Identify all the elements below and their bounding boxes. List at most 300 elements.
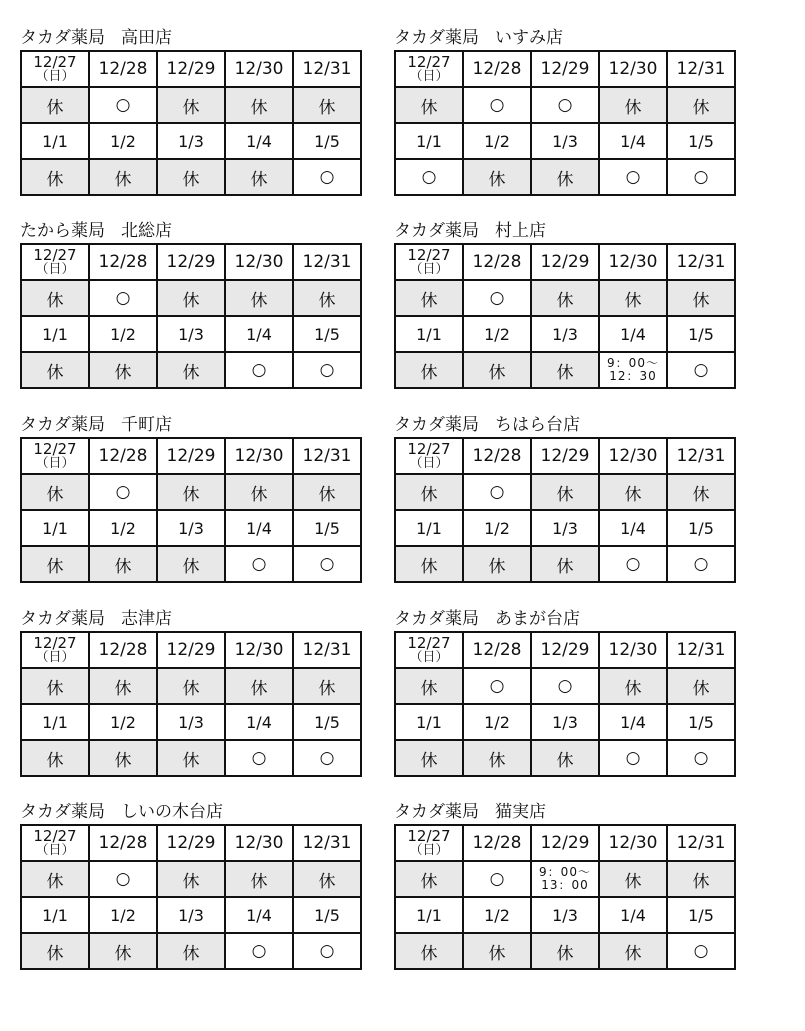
status-cell: 休 <box>21 933 89 969</box>
day-of-week: （日） <box>35 456 75 471</box>
store-schedule <box>20 26 362 196</box>
date-cell: 12/30 <box>599 244 667 280</box>
store-branch-name: 志津店 <box>121 609 172 629</box>
schedule-table <box>394 631 736 777</box>
date-cell: 12/31 <box>293 244 361 280</box>
store-chain-name: タカダ薬局 <box>394 415 479 435</box>
date-cell: 12/28 <box>463 825 531 861</box>
dec-status-row <box>395 87 735 123</box>
date-cell: 1/4 <box>599 123 667 159</box>
status-cell: 休 <box>89 740 157 776</box>
status-cell: ○ <box>531 87 599 123</box>
status-cell: 休 <box>293 861 361 897</box>
status-cell: 休 <box>157 159 225 195</box>
date-cell: 1/3 <box>157 123 225 159</box>
date-cell: 12/28 <box>89 244 157 280</box>
date-cell: 1/2 <box>463 123 531 159</box>
dec-status-row <box>21 87 361 123</box>
status-cell: 休 <box>157 861 225 897</box>
store-schedule <box>394 800 736 970</box>
date-cell: 1/1 <box>21 897 89 933</box>
date-cell: 1/2 <box>463 704 531 740</box>
store-title <box>20 413 362 437</box>
status-cell: 休 <box>531 352 599 388</box>
status-cell: 休 <box>395 861 463 897</box>
date-cell: 1/4 <box>225 316 293 352</box>
dec-date-row <box>21 244 361 280</box>
jan-status-row <box>395 546 735 582</box>
status-cell: 休 <box>21 474 89 510</box>
date-cell: 12/29 <box>157 51 225 87</box>
dec-status-row <box>395 861 735 897</box>
date-cell: 1/1 <box>21 316 89 352</box>
date-cell: 1/2 <box>89 897 157 933</box>
date-cell: 12/30 <box>225 632 293 668</box>
status-cell: ○ <box>89 87 157 123</box>
store-branch-name: 北総店 <box>121 221 172 241</box>
store-chain-name: タカダ薬局 <box>20 802 105 822</box>
day-of-week: （日） <box>35 262 75 277</box>
day-of-week: （日） <box>35 843 75 858</box>
day-of-week: （日） <box>35 650 75 665</box>
date-cell: 1/3 <box>157 316 225 352</box>
store-chain-name: タカダ薬局 <box>20 609 105 629</box>
date-cell: 1/5 <box>667 316 735 352</box>
status-cell: ○ <box>463 87 531 123</box>
store-branch-name: しいの木台店 <box>121 802 223 822</box>
status-cell: ○ <box>463 861 531 897</box>
date-cell: 12/31 <box>667 632 735 668</box>
date-cell: 1/5 <box>667 123 735 159</box>
store-schedule <box>394 26 736 196</box>
status-cell: 休 <box>225 474 293 510</box>
jan-date-row <box>21 510 361 546</box>
status-cell: 休 <box>667 87 735 123</box>
status-cell: 休 <box>531 159 599 195</box>
date-cell: 12/31 <box>667 825 735 861</box>
status-cell: 休 <box>531 933 599 969</box>
store-title <box>20 607 362 631</box>
day-of-week: （日） <box>409 843 449 858</box>
dec-date-row <box>395 244 735 280</box>
jan-date-row <box>395 316 735 352</box>
status-cell: ○ <box>599 159 667 195</box>
date-cell: 1/4 <box>599 316 667 352</box>
status-cell: 休 <box>531 546 599 582</box>
schedule-table <box>394 243 736 389</box>
date-cell: 12/31 <box>667 244 735 280</box>
status-cell: 休 <box>293 668 361 704</box>
status-cell: ○ <box>225 546 293 582</box>
status-cell: 休 <box>225 668 293 704</box>
status-cell: 休 <box>21 352 89 388</box>
status-cell: ○ <box>395 159 463 195</box>
status-cell: 9：00～ 13：00 <box>531 861 599 897</box>
date-cell: 12/31 <box>293 438 361 474</box>
store-branch-name: 猫実店 <box>495 802 546 822</box>
date-cell: 12/29 <box>157 244 225 280</box>
date-cell: 1/2 <box>463 510 531 546</box>
date-cell: 1/1 <box>21 123 89 159</box>
date-cell: 1/1 <box>21 704 89 740</box>
store-branch-name: 千町店 <box>121 415 172 435</box>
date-cell: 12/29 <box>157 632 225 668</box>
status-cell: 休 <box>395 87 463 123</box>
status-cell: 休 <box>531 474 599 510</box>
status-cell: 休 <box>395 668 463 704</box>
status-cell: ○ <box>293 740 361 776</box>
date-cell: 1/4 <box>599 510 667 546</box>
status-cell: ○ <box>89 861 157 897</box>
day-of-week: （日） <box>409 456 449 471</box>
dec-date-row <box>395 825 735 861</box>
status-cell: ○ <box>293 933 361 969</box>
dec-status-row <box>21 280 361 316</box>
status-cell: 休 <box>21 861 89 897</box>
status-cell: 休 <box>599 474 667 510</box>
status-cell: 休 <box>599 280 667 316</box>
jan-status-row <box>395 740 735 776</box>
store-schedule <box>394 607 736 777</box>
day-of-week: （日） <box>409 262 449 277</box>
date-cell: 12/31 <box>667 438 735 474</box>
store-chain-name: タカダ薬局 <box>394 802 479 822</box>
jan-status-row <box>21 933 361 969</box>
date-cell: 1/3 <box>157 897 225 933</box>
schedule-table <box>20 824 362 970</box>
status-cell: 休 <box>599 933 667 969</box>
date-cell: 1/5 <box>293 510 361 546</box>
status-cell: 休 <box>157 280 225 316</box>
date-cell: 12/27 （日） <box>21 51 89 87</box>
status-cell: 休 <box>225 861 293 897</box>
date-cell: 12/28 <box>463 438 531 474</box>
store-schedule <box>394 219 736 389</box>
status-cell: ○ <box>225 933 293 969</box>
date-cell: 12/27 （日） <box>21 438 89 474</box>
date-cell: 1/1 <box>395 510 463 546</box>
dec-status-row <box>395 668 735 704</box>
status-cell: 休 <box>21 668 89 704</box>
status-cell: ○ <box>667 352 735 388</box>
status-cell: 休 <box>157 740 225 776</box>
dec-status-row <box>395 474 735 510</box>
store-title <box>394 413 736 437</box>
date-cell: 1/4 <box>225 510 293 546</box>
date-cell: 12/28 <box>89 438 157 474</box>
date-cell: 1/3 <box>531 123 599 159</box>
status-cell: 休 <box>463 352 531 388</box>
jan-status-row <box>395 159 735 195</box>
date-cell: 12/29 <box>157 438 225 474</box>
schedule-table <box>20 631 362 777</box>
date-cell: 1/3 <box>157 704 225 740</box>
status-cell: 休 <box>157 352 225 388</box>
status-cell: ○ <box>667 740 735 776</box>
store-chain-name: タカダ薬局 <box>20 415 105 435</box>
status-cell: 休 <box>667 668 735 704</box>
date-cell: 1/1 <box>395 316 463 352</box>
status-cell: 休 <box>21 740 89 776</box>
status-cell: ○ <box>293 352 361 388</box>
date-cell: 1/2 <box>89 123 157 159</box>
store-schedule <box>20 607 362 777</box>
status-cell: 休 <box>157 933 225 969</box>
dec-date-row <box>21 825 361 861</box>
jan-date-row <box>395 123 735 159</box>
date-cell: 12/31 <box>293 51 361 87</box>
status-cell: ○ <box>667 159 735 195</box>
status-cell: 休 <box>395 474 463 510</box>
store-chain-name: タカダ薬局 <box>394 221 479 241</box>
date-cell: 1/4 <box>225 123 293 159</box>
store-schedule <box>20 413 362 583</box>
status-cell: 休 <box>157 546 225 582</box>
date-cell: 1/5 <box>293 897 361 933</box>
status-cell: 休 <box>21 280 89 316</box>
store-branch-name: いすみ店 <box>495 28 563 48</box>
date-cell: 12/30 <box>599 825 667 861</box>
date-cell: 1/3 <box>531 704 599 740</box>
status-cell: 休 <box>599 668 667 704</box>
date-cell: 12/30 <box>225 825 293 861</box>
status-cell: 休 <box>531 740 599 776</box>
store-chain-name: タカダ薬局 <box>20 28 105 48</box>
status-cell: 休 <box>21 546 89 582</box>
schedule-table <box>394 437 736 583</box>
date-cell: 12/29 <box>531 632 599 668</box>
status-cell: 休 <box>89 668 157 704</box>
date-cell: 1/5 <box>293 123 361 159</box>
dec-date-row <box>395 632 735 668</box>
store-branch-name: 村上店 <box>495 221 546 241</box>
date-cell: 1/4 <box>599 897 667 933</box>
store-title <box>394 26 736 50</box>
date-cell: 12/30 <box>225 438 293 474</box>
status-cell: 休 <box>21 87 89 123</box>
jan-status-row <box>21 546 361 582</box>
date-cell: 1/2 <box>89 510 157 546</box>
status-cell: 休 <box>395 933 463 969</box>
status-cell: 休 <box>21 159 89 195</box>
status-cell: ○ <box>463 474 531 510</box>
schedule-table <box>20 437 362 583</box>
date-cell: 1/5 <box>667 897 735 933</box>
dec-date-row <box>21 51 361 87</box>
date-cell: 1/3 <box>531 316 599 352</box>
status-cell: ○ <box>89 474 157 510</box>
date-cell: 12/28 <box>463 51 531 87</box>
date-cell: 12/31 <box>293 825 361 861</box>
status-cell: ○ <box>599 546 667 582</box>
dec-date-row <box>395 438 735 474</box>
date-cell: 12/30 <box>599 632 667 668</box>
date-cell: 12/30 <box>225 244 293 280</box>
status-cell: ○ <box>463 668 531 704</box>
date-cell: 12/29 <box>531 51 599 87</box>
status-cell: 休 <box>225 159 293 195</box>
jan-status-row <box>21 740 361 776</box>
status-cell: 休 <box>395 740 463 776</box>
date-cell: 1/5 <box>293 316 361 352</box>
status-cell: ○ <box>225 740 293 776</box>
date-cell: 1/4 <box>225 704 293 740</box>
store-schedule <box>20 219 362 389</box>
date-cell: 12/27 （日） <box>21 632 89 668</box>
date-cell: 1/2 <box>89 704 157 740</box>
date-cell: 12/29 <box>531 438 599 474</box>
status-cell: 休 <box>89 933 157 969</box>
status-cell: 休 <box>395 352 463 388</box>
date-cell: 1/3 <box>531 510 599 546</box>
date-cell: 12/30 <box>225 51 293 87</box>
date-cell: 1/1 <box>395 897 463 933</box>
store-schedule <box>394 413 736 583</box>
store-chain-name: タカダ薬局 <box>394 609 479 629</box>
status-cell: 休 <box>89 352 157 388</box>
status-cell: 休 <box>293 474 361 510</box>
date-cell: 12/28 <box>463 632 531 668</box>
date-cell: 12/27 （日） <box>21 244 89 280</box>
jan-date-row <box>21 704 361 740</box>
store-branch-name: ちはら台店 <box>495 415 580 435</box>
date-cell: 1/4 <box>599 704 667 740</box>
date-cell: 1/3 <box>157 510 225 546</box>
date-cell: 1/2 <box>89 316 157 352</box>
date-cell: 1/1 <box>395 123 463 159</box>
dec-status-row <box>21 861 361 897</box>
date-cell: 12/27 （日） <box>395 825 463 861</box>
jan-date-row <box>395 704 735 740</box>
store-title <box>20 26 362 50</box>
status-cell: 休 <box>225 87 293 123</box>
status-cell: 休 <box>463 740 531 776</box>
day-of-week: （日） <box>409 650 449 665</box>
date-cell: 12/27 （日） <box>395 438 463 474</box>
status-cell: ○ <box>599 740 667 776</box>
dec-date-row <box>21 438 361 474</box>
status-cell: 休 <box>667 280 735 316</box>
jan-status-row <box>21 352 361 388</box>
status-cell: 休 <box>531 280 599 316</box>
status-cell: 休 <box>463 933 531 969</box>
status-cell: 休 <box>157 87 225 123</box>
store-chain-name: タカダ薬局 <box>394 28 479 48</box>
status-cell: 休 <box>599 861 667 897</box>
status-cell: ○ <box>293 546 361 582</box>
status-cell: 休 <box>667 474 735 510</box>
jan-date-row <box>395 897 735 933</box>
date-cell: 12/30 <box>599 438 667 474</box>
store-title <box>20 800 362 824</box>
schedule-table <box>394 50 736 196</box>
date-cell: 12/31 <box>667 51 735 87</box>
dec-status-row <box>21 474 361 510</box>
status-cell: ○ <box>531 668 599 704</box>
store-title <box>20 219 362 243</box>
dec-status-row <box>21 668 361 704</box>
store-branch-name: あまが台店 <box>495 609 580 629</box>
status-cell: 休 <box>463 546 531 582</box>
status-cell: 休 <box>667 861 735 897</box>
status-cell: ○ <box>89 280 157 316</box>
schedule-table <box>394 824 736 970</box>
status-cell: 休 <box>157 474 225 510</box>
status-cell: 休 <box>225 280 293 316</box>
status-cell: ○ <box>225 352 293 388</box>
jan-status-row <box>21 159 361 195</box>
date-cell: 12/30 <box>599 51 667 87</box>
jan-status-row <box>395 933 735 969</box>
date-cell: 12/29 <box>157 825 225 861</box>
date-cell: 12/27 （日） <box>395 244 463 280</box>
day-of-week: （日） <box>35 69 75 84</box>
status-cell: 休 <box>395 280 463 316</box>
date-cell: 12/29 <box>531 825 599 861</box>
dec-status-row <box>395 280 735 316</box>
jan-date-row <box>395 510 735 546</box>
status-cell: 休 <box>395 546 463 582</box>
status-cell: ○ <box>667 546 735 582</box>
status-cell: 休 <box>157 668 225 704</box>
status-cell: ○ <box>293 159 361 195</box>
date-cell: 1/5 <box>667 510 735 546</box>
jan-date-row <box>21 316 361 352</box>
date-cell: 12/29 <box>531 244 599 280</box>
status-cell: 休 <box>293 280 361 316</box>
date-cell: 12/28 <box>89 51 157 87</box>
date-cell: 1/1 <box>21 510 89 546</box>
day-of-week: （日） <box>409 69 449 84</box>
dec-date-row <box>395 51 735 87</box>
status-cell: ○ <box>667 933 735 969</box>
date-cell: 12/31 <box>293 632 361 668</box>
store-title <box>394 800 736 824</box>
store-schedule <box>20 800 362 970</box>
store-title <box>394 219 736 243</box>
date-cell: 12/27 （日） <box>395 632 463 668</box>
date-cell: 1/1 <box>395 704 463 740</box>
status-cell: ○ <box>463 280 531 316</box>
status-cell: 9：00～ 12：30 <box>599 352 667 388</box>
date-cell: 1/5 <box>667 704 735 740</box>
date-cell: 1/2 <box>463 316 531 352</box>
schedule-table <box>20 243 362 389</box>
status-cell: 休 <box>463 159 531 195</box>
jan-status-row <box>395 352 735 388</box>
date-cell: 1/4 <box>225 897 293 933</box>
date-cell: 1/2 <box>463 897 531 933</box>
date-cell: 12/28 <box>89 632 157 668</box>
store-title <box>394 607 736 631</box>
jan-date-row <box>21 897 361 933</box>
date-cell: 12/27 （日） <box>21 825 89 861</box>
date-cell: 12/28 <box>463 244 531 280</box>
schedule-table <box>20 50 362 196</box>
status-cell: 休 <box>599 87 667 123</box>
jan-date-row <box>21 123 361 159</box>
store-branch-name: 高田店 <box>121 28 172 48</box>
date-cell: 1/5 <box>293 704 361 740</box>
date-cell: 12/28 <box>89 825 157 861</box>
dec-date-row <box>21 632 361 668</box>
date-cell: 12/27 （日） <box>395 51 463 87</box>
store-chain-name: たから薬局 <box>20 221 105 241</box>
date-cell: 1/3 <box>531 897 599 933</box>
status-cell: 休 <box>89 159 157 195</box>
status-cell: 休 <box>89 546 157 582</box>
status-cell: 休 <box>293 87 361 123</box>
